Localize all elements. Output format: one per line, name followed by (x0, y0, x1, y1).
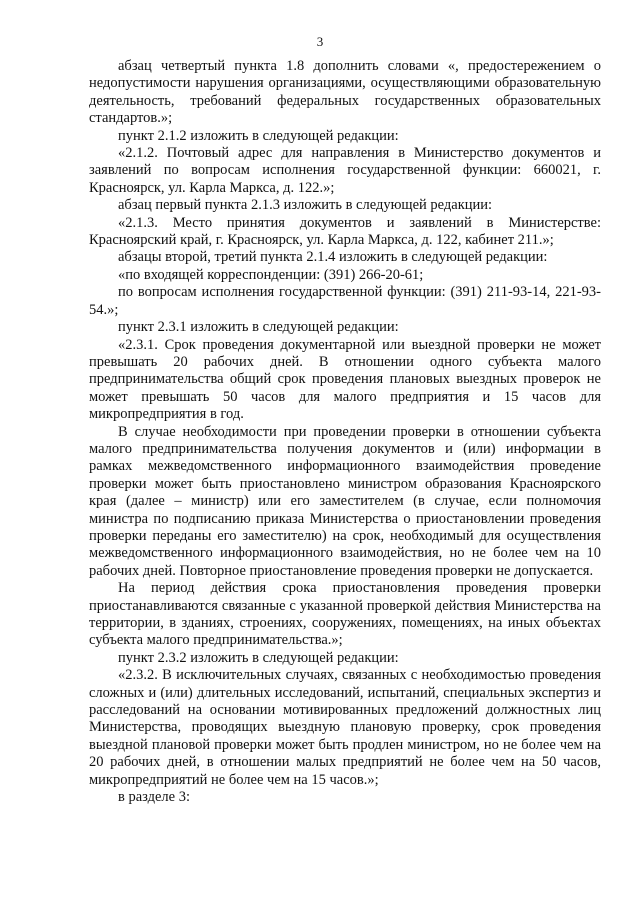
paragraph-14: «2.3.2. В исключительных случаях, связанных с необходимостью проведения сложных и (или) длительных исследований, испытаний, специальных экспертиз и расследований на основании мотивированных предложений должностных лиц Министерства, проводящих выездную плановую проверку, срок проведения выездной плановой проверки может быть продлен министром, но не более чем на 20 рабочих дней, в отношении малых предприятий не более чем на 50 часов, микропредприятий не более чем на 15 часов.»; (89, 667, 601, 788)
paragraph-6: абзацы второй, третий пункта 2.1.4 изложить в следующей редакции: (118, 249, 548, 266)
paragraph-5: «2.1.3. Место принятия документов и заявлений в Министерстве: Красноярский край, г. Красноярск, ул. Карла Маркса, д. 122, кабинет 211.»; (89, 214, 601, 249)
paragraph-4: абзац первый пункта 2.1.3 изложить в следующей редакции: (118, 197, 493, 214)
page-number: 3 (316, 34, 324, 49)
paragraph-1: абзац четвертый пункта 1.8 дополнить словами «, предостережением о недопустимости нарушения организациями, осуществляющими образовательную деятельность, требований федеральных государственных образовательных стандартов.»; (89, 58, 601, 127)
paragraph-12: На период действия срока приостановления проведения проверки приостанавливаются связанные с указанной проверкой действия Министерства на территории, в зданиях, строениях, сооружениях, помещениях, на иных объектах субъекта малого предпринимательства.»; (89, 580, 601, 649)
paragraph-11: В случае необходимости при проведении проверки в отношении субъекта малого предпринимательства получения документов и (или) информации в рамках межведомственного информационного взаимодействия проведение проверки может быть приостановлено министром образования Красноярского края (далее – министр) или его заместителем (в случае, если полномочия министра по подписанию приказа Министерства о приостановлении проведения проверки переданы его заместителю) на срок, необходимый для осуществления межведомственного информационного взаимодействия, но не более чем на 10 рабочих дней. Повторное приостановление проведения проверки не допускается. (89, 423, 601, 579)
paragraph-3: «2.1.2. Почтовый адрес для направления в Министерство документов и заявлений по вопросам исполнения государственной функции: 660021, г. Красноярск, ул. Карла Маркса, д. 122.»; (89, 145, 601, 196)
paragraph-9: пункт 2.3.1 изложить в следующей редакции: (118, 319, 399, 336)
paragraph-8: по вопросам исполнения государственной функции: (391) 211-93-14, 221-93-54.»; (89, 284, 601, 318)
document-body (89, 58, 601, 806)
paragraph-13: пункт 2.3.2 изложить в следующей редакции: (118, 649, 399, 666)
paragraph-10: «2.3.1. Срок проведения документарной или выездной проверки не может превышать 20 рабочих дней. В отношении одного субъекта малого предпринимательства общий срок проведения плановых выездных проверок не может превышать 50 часов для малого предприятия и 15 часов для микропредприятия в год. (89, 336, 601, 423)
paragraph-7: «по входящей корреспонденции: (391) 266-20-61; (118, 266, 424, 283)
paragraph-2: пункт 2.1.2 изложить в следующей редакции: (118, 127, 399, 144)
paragraph-15: в разделе 3: (118, 789, 191, 806)
